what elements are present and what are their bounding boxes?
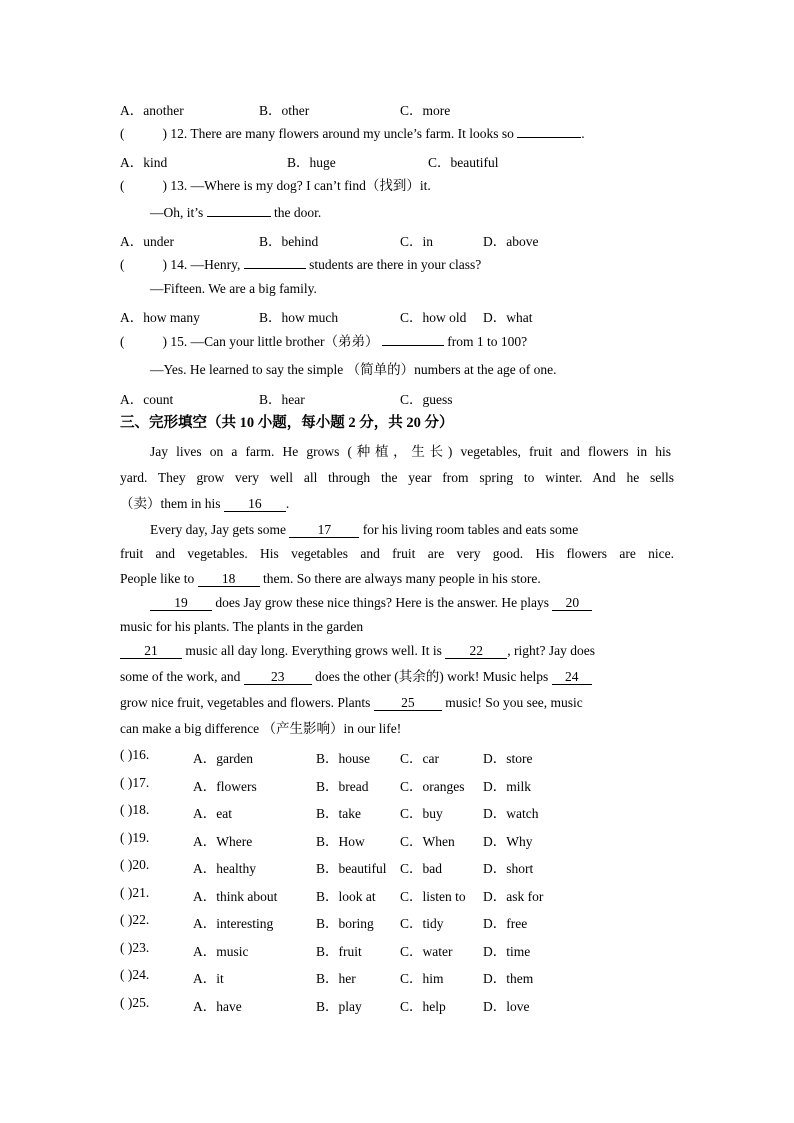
passage-text: Every day, Jay gets some xyxy=(150,522,286,537)
option-c: C．water xyxy=(400,943,453,959)
passage-p2-line1 xyxy=(150,521,578,539)
option-c: C．him xyxy=(400,971,444,986)
question-number[interactable]: ( )22. xyxy=(120,912,150,927)
question-number[interactable]: ( )21. xyxy=(120,884,150,900)
passage-text: for his living room tables and eats some xyxy=(362,522,579,537)
passage-p1-line3 xyxy=(120,495,289,513)
blank-21[interactable]: 21 xyxy=(120,643,182,659)
answer-paren-close: ) xyxy=(162,126,167,141)
option-d: D．Why xyxy=(483,833,533,849)
answer-paren-open: ( xyxy=(120,257,125,272)
option-b: B．beautiful xyxy=(316,861,387,876)
option-a: A．music xyxy=(193,943,249,959)
passage-p3-line5 xyxy=(120,694,583,712)
q12-option-a: A．kind xyxy=(120,155,168,170)
blank-18[interactable]: 18 xyxy=(198,571,260,587)
option-c: C．buy xyxy=(400,806,443,821)
question-number[interactable]: ( )17. xyxy=(120,774,150,790)
passage-text: them. So there are always many people in his store. xyxy=(263,571,541,586)
option-d: D．them xyxy=(483,971,534,986)
q14-reply: —Fifteen. We are a big family. xyxy=(150,281,317,296)
q13-reply-before: —Oh, it’s xyxy=(150,205,204,220)
q13-reply xyxy=(150,204,321,222)
option-a: A．have xyxy=(193,998,242,1014)
blank-17[interactable]: 17 xyxy=(289,522,359,538)
option-d: D．free xyxy=(483,916,528,931)
answer-paren-open: ( xyxy=(120,126,125,141)
option-d: D．time xyxy=(483,943,531,959)
blank-24[interactable]: 24 xyxy=(552,669,592,685)
option-b: B．bread xyxy=(316,778,369,794)
blank-25[interactable]: 25 xyxy=(374,695,442,711)
answer-paren-close: ) xyxy=(162,334,167,349)
q13-option-c: C．in xyxy=(400,234,434,249)
passage-p3-line1 xyxy=(150,594,592,612)
option-d: D．ask for xyxy=(483,888,544,904)
question-number[interactable]: ( )23. xyxy=(120,939,150,955)
answer-paren-open: ( xyxy=(120,178,125,193)
question-number[interactable]: ( )16. xyxy=(120,747,150,762)
q14-before: 14. —Henry, xyxy=(170,257,241,272)
answer-paren-close: ) xyxy=(162,257,167,272)
option-a: A．it xyxy=(193,971,224,986)
option-a: A．garden xyxy=(193,751,253,766)
option-d: D．store xyxy=(483,751,533,766)
q14-option-c: C．how old xyxy=(400,310,467,325)
q12-option-c: C．beautiful xyxy=(428,155,499,170)
q15-option-b: B．hear xyxy=(259,392,305,407)
passage-p2-line3 xyxy=(120,570,541,588)
question-number[interactable]: ( )20. xyxy=(120,857,150,872)
question-number[interactable]: ( )24. xyxy=(120,967,150,982)
q14-option-d: D．what xyxy=(483,310,533,325)
q11-option-c: C．more xyxy=(400,103,451,118)
passage-p3-line4 xyxy=(120,668,592,686)
passage-p3-line3 xyxy=(120,642,595,660)
q15-option-a: A．count xyxy=(120,392,174,407)
answer-blank[interactable] xyxy=(382,345,444,346)
q14-option-a: A．how many xyxy=(120,310,200,325)
passage-p2-line2: fruit and vegetables. His vegetables and fruit are very good. His flowers are nice. xyxy=(120,546,674,561)
q14-after: students are there in your class? xyxy=(309,257,482,272)
q13-reply-after: the door. xyxy=(274,205,322,220)
q12-text: 12. There are many flowers around my uncle’s farm. It looks so xyxy=(170,126,514,141)
answer-blank[interactable] xyxy=(244,268,306,269)
q13-option-d: D．above xyxy=(483,234,539,249)
q15-option-c: C．guess xyxy=(400,392,453,407)
q12-stem xyxy=(120,125,585,143)
option-d: D．short xyxy=(483,861,534,876)
option-b: B．look at xyxy=(316,888,376,904)
blank-19[interactable]: 19 xyxy=(150,595,212,611)
answer-blank[interactable] xyxy=(517,137,581,138)
passage-text: some of the work, and xyxy=(120,669,241,684)
option-d: D．watch xyxy=(483,806,539,821)
option-c: C．listen to xyxy=(400,888,466,904)
question-number[interactable]: ( )19. xyxy=(120,829,150,845)
q13-option-a: A．under xyxy=(120,234,174,249)
option-b: B．boring xyxy=(316,916,374,931)
option-a: A．interesting xyxy=(193,916,274,931)
answer-paren-open: ( xyxy=(120,334,125,349)
option-b: B．take xyxy=(316,806,361,821)
option-b: B．fruit xyxy=(316,943,362,959)
blank-22[interactable]: 22 xyxy=(445,643,507,659)
option-a: A．Where xyxy=(193,833,253,849)
option-a: A．flowers xyxy=(193,778,257,794)
passage-text: , right? Jay does xyxy=(507,643,595,658)
passage-p1-line1: Jay lives on a farm. He grows (种植，生长) vegetables, fruit and flowers in his xyxy=(150,444,671,459)
question-number[interactable]: ( )18. xyxy=(120,802,150,817)
q15-before: 15. —Can your little brother（弟弟） xyxy=(170,334,379,349)
blank-23[interactable]: 23 xyxy=(244,669,312,685)
q12-option-b: B．huge xyxy=(287,155,336,170)
option-c: C．tidy xyxy=(400,916,444,931)
passage-text: People like to xyxy=(120,571,195,586)
option-c: C．help xyxy=(400,998,446,1014)
option-a: A．healthy xyxy=(193,861,256,876)
q14-stem xyxy=(120,256,481,274)
passage-text: （卖）them in his xyxy=(120,496,221,511)
q13-stem xyxy=(120,177,431,195)
option-d: D．milk xyxy=(483,778,532,794)
passage-text: . xyxy=(285,496,290,511)
q12-end: . xyxy=(581,126,585,141)
q15-reply: —Yes. He learned to say the simple （简单的）numbers at the age of one. xyxy=(150,362,557,377)
passage-text: does the other (其余的) work! Music helps xyxy=(315,669,549,684)
passage-text: grow nice fruit, vegetables and flowers. Plants xyxy=(120,695,371,710)
answer-paren-close: ) xyxy=(162,178,167,193)
option-b: B．her xyxy=(316,971,356,986)
question-number[interactable]: ( )25. xyxy=(120,994,150,1010)
passage-text: does Jay grow these nice things? Here is the answer. He plays xyxy=(215,595,550,610)
q11-option-b: B．other xyxy=(259,103,310,118)
option-a: A．think about xyxy=(193,888,278,904)
option-c: C．oranges xyxy=(400,778,465,794)
passage-text: music all day long. Everything grows well. It is xyxy=(185,643,442,658)
section3-heading: 三、完形填空（共 10 小题，每小题 2 分，共 20 分） xyxy=(120,415,454,431)
answer-blank[interactable] xyxy=(207,216,271,217)
blank-16[interactable]: 16 xyxy=(224,496,286,512)
q13-text: 13. —Where is my dog? I can’t find（找到）it. xyxy=(170,178,431,193)
option-a: A．eat xyxy=(193,806,232,821)
option-d: D．love xyxy=(483,998,530,1014)
option-b: B．house xyxy=(316,751,370,766)
passage-text: music! So you see, music xyxy=(445,695,583,710)
option-c: C．When xyxy=(400,833,455,849)
q14-option-b: B．how much xyxy=(259,310,339,325)
option-b: B．How xyxy=(316,833,365,849)
passage-p3-line2: music for his plants. The plants in the garden xyxy=(120,619,364,634)
q11-option-a: A．another xyxy=(120,103,184,118)
option-c: C．bad xyxy=(400,861,442,876)
q15-after: from 1 to 100? xyxy=(447,334,528,349)
passage-p3-line6: can make a big difference （产生影响）in our life! xyxy=(120,721,402,736)
option-b: B．play xyxy=(316,998,362,1014)
q15-stem xyxy=(120,333,527,351)
passage-p1-line2: yard. They grow very well all through the year from spring to winter. And he sells xyxy=(120,470,674,485)
q13-option-b: B．behind xyxy=(259,234,319,249)
option-c: C．car xyxy=(400,751,439,766)
blank-20[interactable]: 20 xyxy=(552,595,592,611)
